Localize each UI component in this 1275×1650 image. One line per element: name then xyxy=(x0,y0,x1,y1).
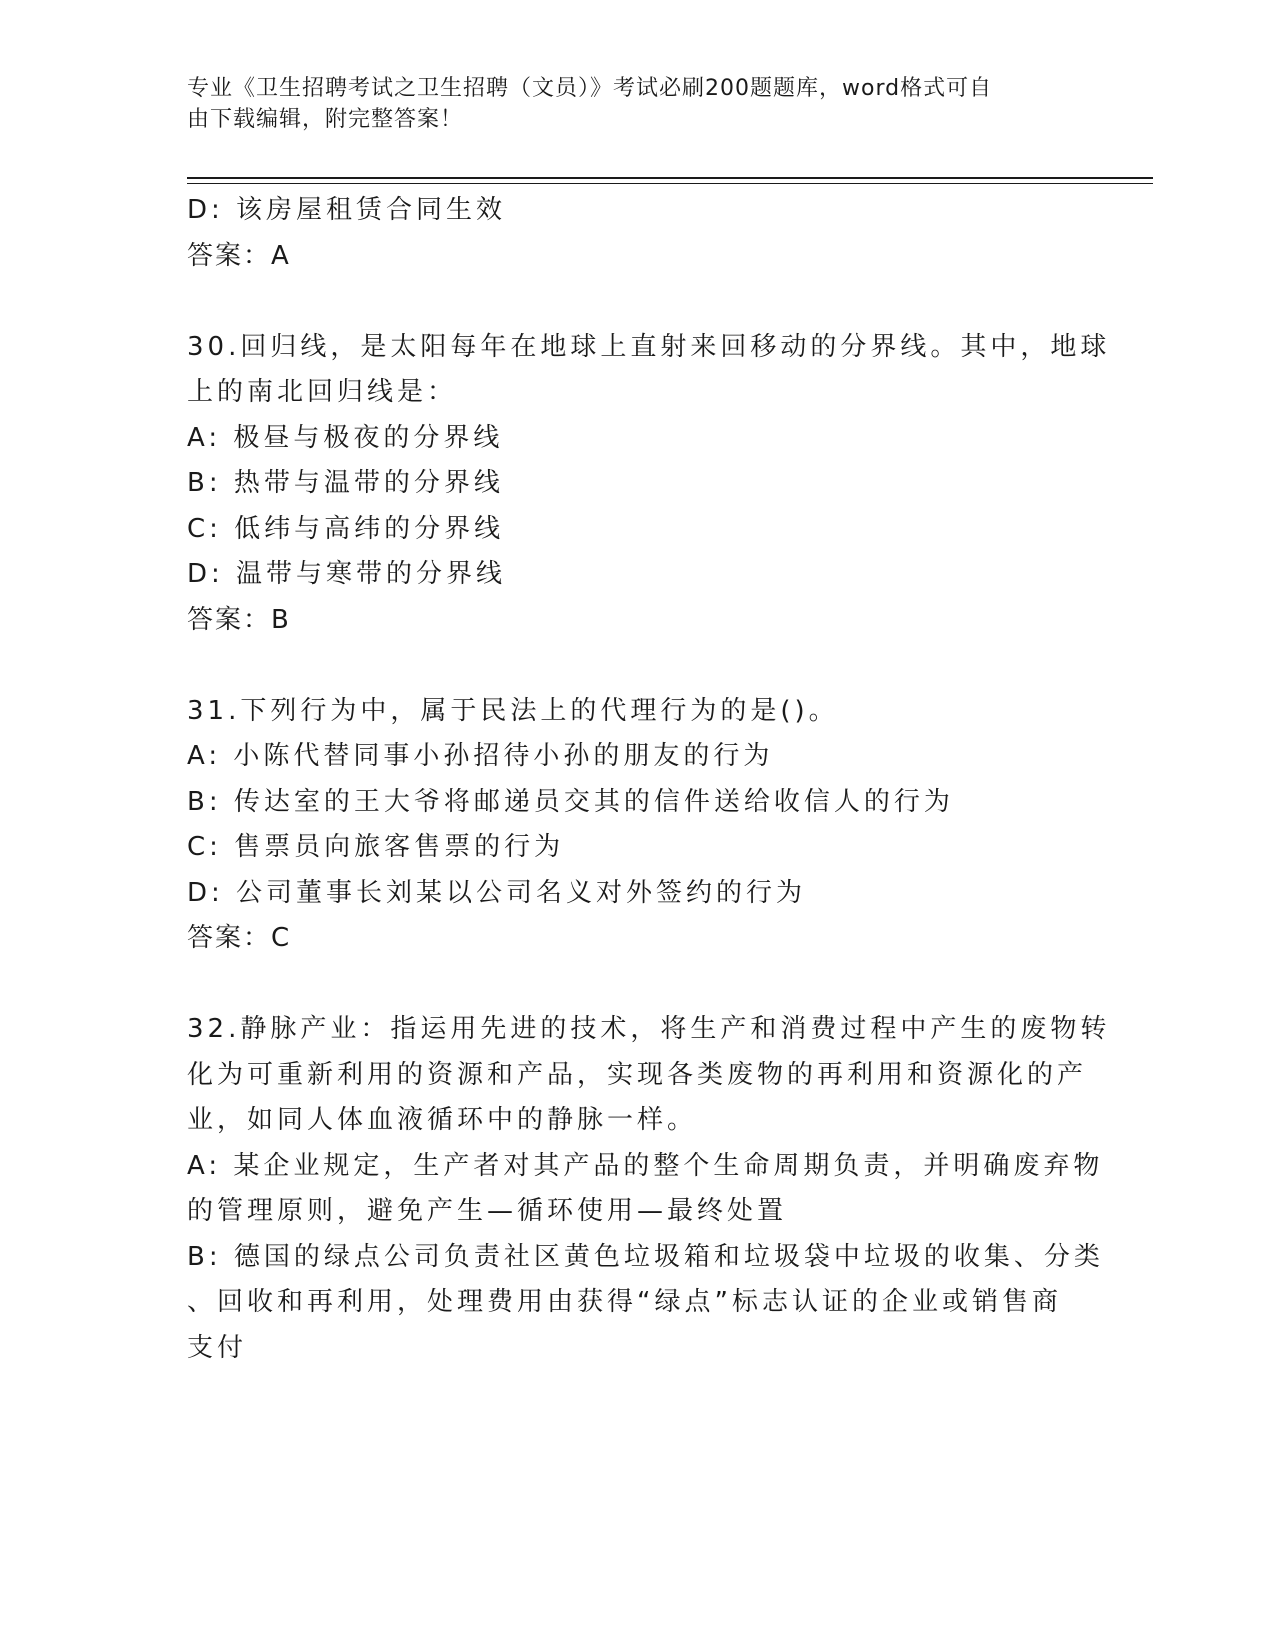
question-31-option-d: D: 公司董事长刘某以公司名义对外签约的行为 xyxy=(187,877,807,908)
document-header xyxy=(187,73,1067,135)
question-31-option-c: C: 售票员向旅客售票的行为 xyxy=(187,832,565,862)
question-31-option-a: A: 小陈代替同事小孙招待小孙的朋友的行为 xyxy=(187,741,774,771)
header-line-1: 专业《卫生招聘考试之卫生招聘（文员）》考试必刷200题题库，word格式可自 xyxy=(187,76,993,101)
question-29-option-d: D: 该房屋租赁合同生效 xyxy=(187,195,507,225)
question-30-option-c: C: 低纬与高纬的分界线 xyxy=(187,513,505,544)
question-32 xyxy=(187,1007,1111,1371)
question-30-option-b: B: 热带与温带的分界线 xyxy=(187,468,504,498)
question-31-stem: 31.下列行为中，属于民法上的代理行为的是()。 xyxy=(187,695,839,726)
question-32-option-a-line-2: 的管理原则，避免产生—循环使用—最终处置 xyxy=(187,1196,788,1226)
question-30-option-a: A: 极昼与极夜的分界线 xyxy=(187,422,504,453)
question-32-stem-line-2: 化为可重新利用的资源和产品，实现各类废物的再利用和资源化的产 xyxy=(187,1059,1088,1090)
question-29-answer: 答案：A xyxy=(187,240,291,271)
question-31 xyxy=(187,689,1077,962)
spacer xyxy=(187,643,1077,689)
question-31-answer: 答案：C xyxy=(187,923,292,953)
question-32-option-b-line-1: B: 德国的绿点公司负责社区黄色垃圾箱和垃圾袋中垃圾的收集、分类 xyxy=(187,1241,1104,1272)
spacer xyxy=(187,279,1077,325)
question-32-stem-line-3: 业，如同人体血液循环中的静脉一样。 xyxy=(187,1105,698,1135)
question-32-stem-line-1: 32.静脉产业：指运用先进的技术，将生产和消费过程中产生的废物转 xyxy=(187,1014,1111,1044)
question-32-option-a-line-1: A: 某企业规定，生产者对其产品的整个生命周期负责，并明确废弃物 xyxy=(187,1150,1104,1181)
question-30-stem-line-2: 上的南北回归线是： xyxy=(187,377,458,407)
question-30-stem-line-1: 30.回归线，是太阳每年在地球上直射来回移动的分界线。其中，地球 xyxy=(187,331,1111,362)
document-body xyxy=(187,188,1111,1371)
question-29 xyxy=(187,188,1077,279)
header-line-2: 由下载编辑，附完整答案！ xyxy=(187,107,464,132)
header-divider-thin xyxy=(187,183,1153,184)
question-32-option-b-line-2: 、回收和再利用，处理费用由获得“绿点”标志认证的企业或销售商 xyxy=(187,1287,1062,1317)
question-31-option-b: B: 传达室的王大爷将邮递员交其的信件送给收信人的行为 xyxy=(187,786,954,817)
question-30 xyxy=(187,325,1111,644)
question-30-option-d: D: 温带与寒带的分界线 xyxy=(187,559,507,589)
header-divider-thick xyxy=(187,177,1153,179)
spacer xyxy=(187,962,1077,1008)
question-30-answer: 答案：B xyxy=(187,604,291,635)
question-32-option-b-line-3: 支付 xyxy=(187,1332,248,1363)
